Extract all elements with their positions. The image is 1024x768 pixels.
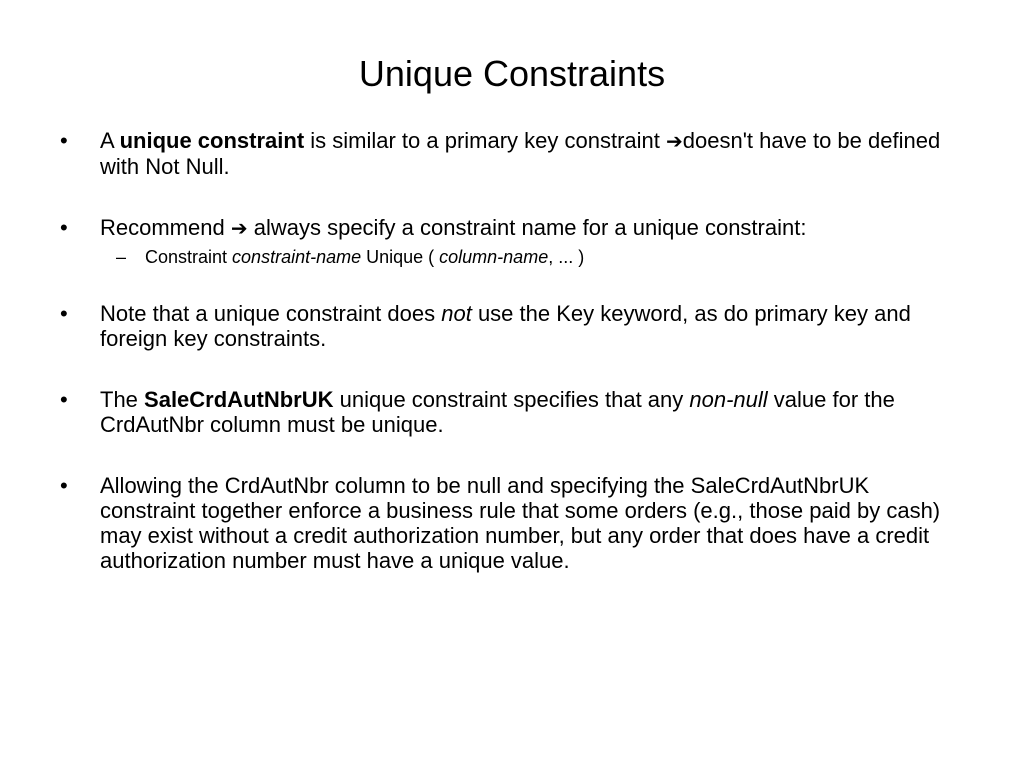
bold-term: SaleCrdAutNbrUK xyxy=(144,387,334,412)
bullet-text-part: Recommend xyxy=(100,215,231,240)
bullet-text-part: always specify a constraint name for a unique constraint: xyxy=(247,215,807,240)
bullet-dot: • xyxy=(60,128,68,153)
bullet-text-part: unique constraint specifies that any xyxy=(333,387,690,412)
bullet-dot: • xyxy=(60,473,68,498)
bullet-unique-constraint xyxy=(60,128,970,179)
italic-emphasis: non-null xyxy=(689,387,768,412)
bullet-text-part: use the Key keyword, as do primary key and foreign key constraints. xyxy=(100,301,911,351)
slide-title: Unique Constraints xyxy=(358,53,666,94)
bullet-text: Allowing the CrdAutNbr column to be null and specifying the SaleCrdAutNbrUK constraint together enforce a business rule that some orders (e.g., those paid by cash) may exist without a credit authorization number, but any order that does have a credit authorization number must have a unique value. xyxy=(100,473,941,573)
bullet-text-part: Note that a unique constraint does xyxy=(100,301,442,326)
bullet-business-rule xyxy=(60,473,970,573)
bullet-salecrdautnbruk xyxy=(60,387,970,437)
bullet-text xyxy=(100,301,970,351)
bullet-dot: • xyxy=(60,215,68,240)
bullet-dot: • xyxy=(60,387,68,412)
bullet-text xyxy=(100,387,970,437)
sub-bullet-dash: – xyxy=(116,247,127,267)
sub-bullet-text xyxy=(145,246,976,268)
sub-text-part: , ... ) xyxy=(548,247,585,267)
bullet-key-keyword xyxy=(60,301,970,351)
bullet-text xyxy=(100,128,970,179)
bullet-text-part: value for the CrdAutNbr column must be unique. xyxy=(100,387,895,437)
bullet-text-part: is similar to a primary key constraint xyxy=(304,128,667,153)
bullet-text-part: A xyxy=(100,128,120,153)
italic-placeholder: column-name xyxy=(439,247,549,267)
sub-bullet-syntax xyxy=(116,246,976,268)
bullet-recommend xyxy=(60,215,970,241)
sub-text-part: Constraint xyxy=(145,247,233,267)
bullet-text xyxy=(100,215,970,241)
bold-term: unique constraint xyxy=(119,128,305,153)
italic-emphasis: not xyxy=(441,301,472,326)
arrow-right-icon: ➔ xyxy=(230,216,248,240)
bullet-text-part: The xyxy=(100,387,145,412)
bullet-dot: • xyxy=(60,301,68,326)
sub-text-part: Unique ( xyxy=(361,247,440,267)
italic-placeholder: constraint-name xyxy=(232,247,362,267)
bullet-text-part: doesn't have to be defined with Not Null. xyxy=(100,128,941,179)
arrow-right-icon: ➔ xyxy=(666,129,683,153)
